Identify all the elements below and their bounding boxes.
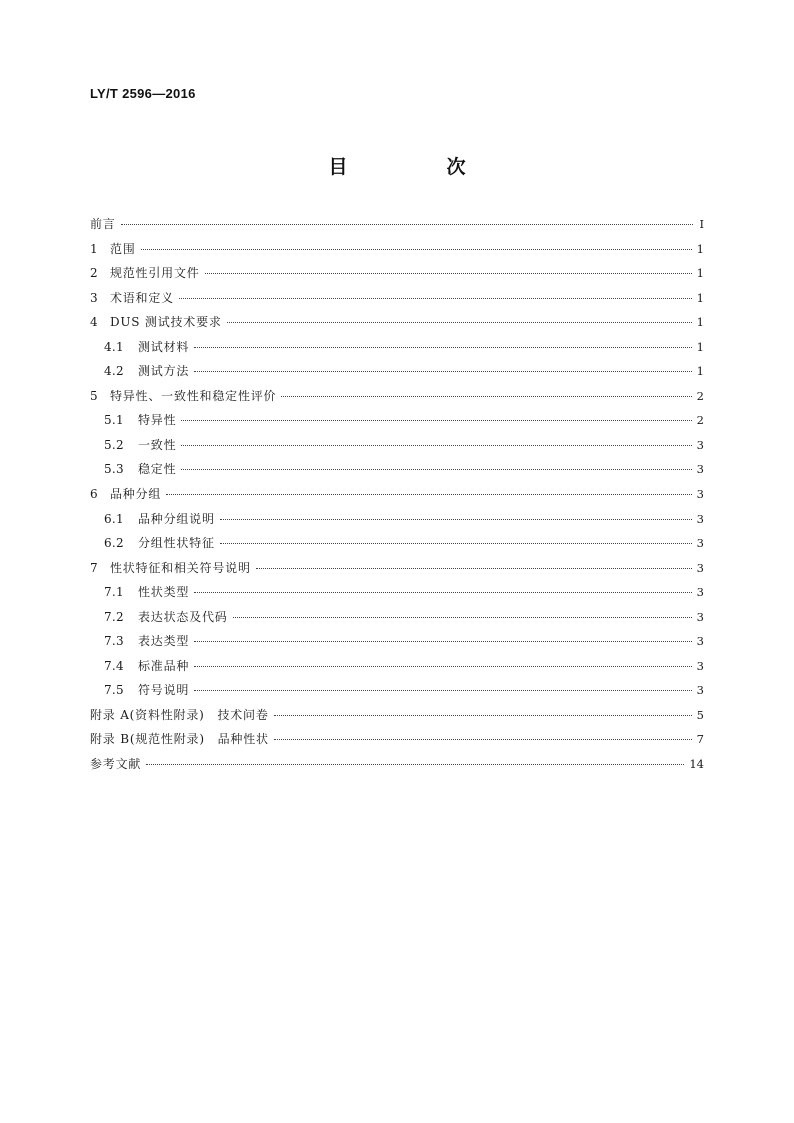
- toc-entry-number: 3: [90, 290, 98, 305]
- toc-dot-leader: [194, 592, 691, 593]
- toc-entry[interactable]: [90, 485, 704, 510]
- toc-entry[interactable]: [90, 681, 704, 706]
- toc-entry-label: [104, 534, 215, 551]
- toc-entry-page: 3: [696, 487, 704, 502]
- toc-entry-number: 6.2: [104, 536, 124, 551]
- toc-dot-leader: [194, 371, 691, 372]
- toc-entry-text: 附录 B(规范性附录) 品种性状: [90, 732, 269, 747]
- toc-entry-page: 3: [696, 560, 704, 575]
- toc-entry[interactable]: [90, 608, 704, 633]
- toc-dot-leader: [194, 690, 691, 691]
- toc-entry-number: 2: [90, 266, 98, 281]
- toc-dot-leader: [141, 249, 692, 250]
- toc-entry[interactable]: [90, 387, 704, 412]
- toc-entry-text: DUS 测试技术要求: [109, 315, 222, 330]
- toc-entry-label: [90, 485, 161, 502]
- toc-entry-text: 一致性: [137, 437, 177, 452]
- toc-dot-leader: [181, 445, 691, 446]
- toc-entry-label: [104, 338, 189, 355]
- toc-dot-leader: [205, 273, 692, 274]
- toc-entry-page: 1: [696, 364, 704, 379]
- toc-entry-label: [90, 289, 174, 306]
- toc-entry[interactable]: [90, 510, 704, 535]
- toc-entry-number: 5.3: [104, 462, 124, 477]
- toc-entry[interactable]: [90, 436, 704, 461]
- toc-entry[interactable]: [90, 460, 704, 485]
- toc-dot-leader: [274, 739, 692, 740]
- toc-entry-label: [90, 264, 200, 281]
- toc-entry-text: 品种分组说明: [137, 511, 215, 526]
- toc-entry[interactable]: [90, 730, 704, 755]
- toc-title: 目 次: [328, 156, 506, 178]
- toc-entry-page: 14: [689, 757, 704, 772]
- toc-entry-page: 3: [696, 683, 704, 698]
- toc-entry-page: 1: [696, 266, 704, 281]
- toc-dot-leader: [121, 224, 693, 225]
- toc-entry[interactable]: [90, 264, 704, 289]
- toc-entry-page: 1: [696, 290, 704, 305]
- toc-entry-label: [104, 436, 176, 453]
- toc-entry[interactable]: [90, 755, 704, 780]
- toc-entry-text: 前言: [90, 217, 116, 231]
- toc-entry-label: [90, 215, 116, 232]
- toc-entry-label: [90, 559, 251, 576]
- toc-entry-page: 3: [696, 658, 704, 673]
- toc-entry-page: 1: [696, 315, 704, 330]
- toc-dot-leader: [274, 715, 692, 716]
- toc-entry-number: 1: [90, 241, 98, 256]
- toc-dot-leader: [233, 617, 692, 618]
- toc-entry-page: 2: [696, 413, 704, 428]
- toc-entry-label: [104, 657, 189, 674]
- toc-entry[interactable]: [90, 706, 704, 731]
- toc-dot-leader: [281, 396, 691, 397]
- toc-entry-page: 3: [696, 462, 704, 477]
- toc-entry-text: 参考文献: [90, 757, 142, 772]
- toc-dot-leader: [181, 469, 691, 470]
- toc-entry-text: 性状特征和相关符号说明: [109, 560, 251, 575]
- toc-entry-text: 品种分组: [109, 487, 162, 502]
- toc-entry-page: 3: [696, 511, 704, 526]
- toc-entry-label: [90, 755, 141, 772]
- toc-entry-number: 7.3: [104, 634, 124, 649]
- toc-entry-text: 表达类型: [137, 634, 190, 649]
- toc-dot-leader: [166, 494, 692, 495]
- toc-entry-page: Ⅰ: [699, 217, 704, 231]
- toc-entry[interactable]: [90, 215, 704, 240]
- toc-entry-text: 术语和定义: [109, 290, 174, 305]
- toc-entry-text: 表达状态及代码: [137, 609, 228, 624]
- toc-entry-page: 3: [696, 609, 704, 624]
- toc-entry[interactable]: [90, 313, 704, 338]
- toc-dot-leader: [194, 666, 691, 667]
- toc-entry-text: 特异性、一致性和稳定性评价: [109, 388, 277, 403]
- toc-entry[interactable]: [90, 559, 704, 584]
- toc-entry-label: [104, 460, 176, 477]
- toc-entry-number: 5.2: [104, 437, 124, 452]
- toc-entry-page: 3: [696, 634, 704, 649]
- toc-entry[interactable]: [90, 657, 704, 682]
- toc-entry-text: 测试材料: [137, 339, 190, 354]
- toc-entry-label: [104, 362, 189, 379]
- toc-entry-text: 分组性状特征: [137, 536, 215, 551]
- toc-entry-text: 标准品种: [137, 658, 190, 673]
- toc-entry-label: [90, 387, 276, 404]
- toc-dot-leader: [194, 347, 691, 348]
- toc-entry-page: 3: [696, 437, 704, 452]
- toc-entry-number: 6.1: [104, 511, 124, 526]
- toc-entry-page: 1: [696, 339, 704, 354]
- toc-entry[interactable]: [90, 289, 704, 314]
- toc-entry-number: 5.1: [104, 413, 124, 428]
- toc-entry-label: [90, 730, 269, 747]
- toc-entry-number: 7.2: [104, 609, 124, 624]
- toc-entry-page: 3: [696, 585, 704, 600]
- toc-entry-label: [104, 608, 228, 625]
- toc-entry-label: [90, 706, 269, 723]
- toc-entry-number: 4.2: [104, 364, 124, 379]
- toc-entry-number: 7.1: [104, 585, 124, 600]
- toc-entry-label: [104, 411, 176, 428]
- toc-entry-text: 附录 A(资料性附录) 技术问卷: [90, 707, 269, 722]
- toc-entry[interactable]: [90, 240, 704, 265]
- toc-entry-number: 7.5: [104, 683, 124, 698]
- toc-entry-number: 5: [90, 388, 98, 403]
- toc-list: [90, 215, 704, 780]
- toc-entry-text: 特异性: [137, 413, 177, 428]
- toc-entry-page: 3: [696, 536, 704, 551]
- toc-entry-label: [90, 240, 136, 257]
- toc-dot-leader: [256, 568, 692, 569]
- toc-entry[interactable]: [90, 534, 704, 559]
- toc-entry[interactable]: [90, 411, 704, 436]
- toc-entry-label: [90, 313, 222, 330]
- toc-entry-number: 4.1: [104, 339, 124, 354]
- toc-entry-text: 规范性引用文件: [109, 266, 200, 281]
- toc-dot-leader: [220, 543, 692, 544]
- toc-entry-text: 范围: [109, 241, 136, 256]
- toc-dot-leader: [181, 420, 691, 421]
- toc-entry-page: 5: [696, 707, 704, 722]
- toc-dot-leader: [194, 641, 691, 642]
- toc-dot-leader: [220, 519, 692, 520]
- toc-entry[interactable]: [90, 583, 704, 608]
- toc-entry-number: 7.4: [104, 658, 124, 673]
- toc-entry[interactable]: [90, 362, 704, 387]
- toc-entry-number: 7: [90, 560, 98, 575]
- toc-entry-page: 2: [696, 388, 704, 403]
- toc-entry[interactable]: [90, 632, 704, 657]
- toc-entry-label: [104, 632, 189, 649]
- toc-entry-text: 性状类型: [137, 585, 190, 600]
- toc-entry-page: 1: [696, 241, 704, 256]
- toc-dot-leader: [227, 322, 692, 323]
- toc-entry-label: [104, 681, 189, 698]
- toc-entry-label: [104, 583, 189, 600]
- toc-entry-number: 6: [90, 487, 98, 502]
- toc-entry-text: 测试方法: [137, 364, 190, 379]
- toc-entry-label: [104, 510, 215, 527]
- toc-dot-leader: [179, 298, 692, 299]
- toc-entry-text: 符号说明: [137, 683, 190, 698]
- toc-entry[interactable]: [90, 338, 704, 363]
- toc-entry-text: 稳定性: [137, 462, 177, 477]
- toc-entry-page: 7: [696, 732, 704, 747]
- toc-entry-number: 4: [90, 315, 98, 330]
- standard-code: LY/T 2596—2016: [90, 86, 196, 101]
- toc-dot-leader: [146, 764, 684, 765]
